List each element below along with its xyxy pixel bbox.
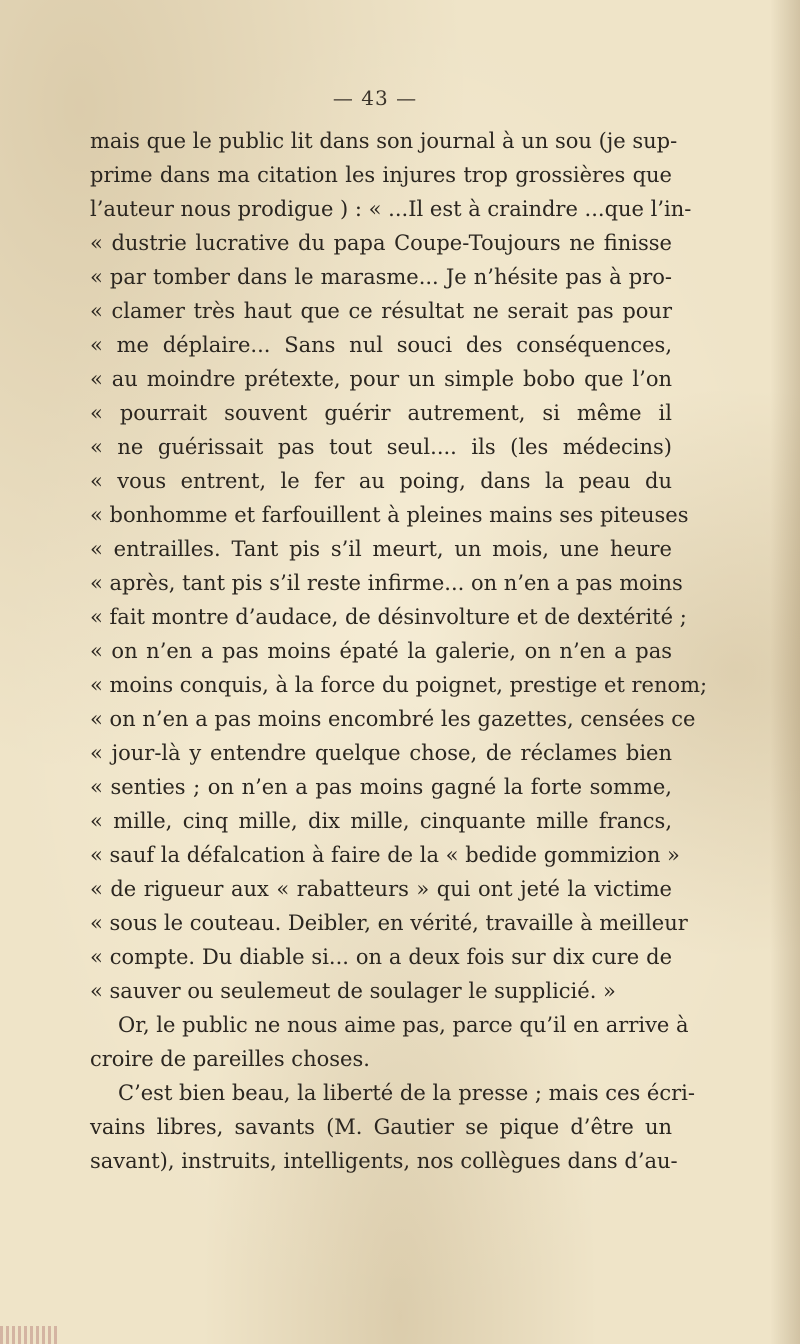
text-line: « vous entrent, le fer au poing, dans la peau du — [90, 469, 672, 493]
text-line: « on n’en a pas moins encombré les gazettes, censées ce — [90, 707, 696, 731]
text-line: « on n’en a pas moins épaté la galerie, on n’en a pas — [90, 639, 672, 663]
text-line: « entrailles. Tant pis s’il meurt, un mois, une heure — [90, 537, 672, 561]
text-line: « de rigueur aux « rabatteurs » qui ont jeté la victime — [90, 877, 672, 901]
text-line: C’est bien beau, la liberté de la presse ; mais ces écri- — [118, 1081, 695, 1105]
text-line: « sous le couteau. Deibler, en vérité, travaille à meilleur — [90, 911, 688, 935]
text-line: « senties ; on n’en a pas moins gagné la forte somme, — [90, 775, 672, 799]
text-line: « compte. Du diable si... on a deux fois sur dix cure de — [90, 945, 672, 969]
page-number: — 43 — — [332, 86, 418, 110]
text-line: « par tomber dans le marasme... Je n’hésite pas à pro- — [90, 265, 672, 289]
text-line: savant), instruits, intelligents, nos collègues dans d’au- — [90, 1149, 678, 1173]
text-line: « sauver ou seulemeut de soulager le supplicié. » — [90, 979, 616, 1003]
text-line: « me déplaire... Sans nul souci des conséquences, — [90, 333, 672, 357]
text-line: « fait montre d’audace, de désinvolture et de dextérité ; — [90, 605, 687, 629]
text-line: Or, le public ne nous aime pas, parce qu’il en arrive à — [118, 1013, 689, 1037]
text-line: « pourrait souvent guérir autrement, si même il — [90, 401, 672, 425]
scan-edge-strip — [0, 1326, 60, 1344]
body-text — [90, 124, 708, 1178]
text-line: « jour-là y entendre quelque chose, de réclames bien — [90, 741, 672, 765]
text-line: croire de pareilles choses. — [90, 1047, 370, 1071]
page-edge-shadow — [770, 0, 800, 1344]
text-line: l’auteur nous prodigue ) : « ...Il est à craindre ...que l’in- — [90, 197, 692, 221]
text-line: « au moindre prétexte, pour un simple bobo que l’on — [90, 367, 672, 391]
text-line: « mille, cinq mille, dix mille, cinquante mille francs, — [90, 809, 672, 833]
text-line: « bonhomme et farfouillent à pleines mains ses piteuses — [90, 503, 689, 527]
text-line: « ne guérissait pas tout seul.... ils (les médecins) — [90, 435, 672, 459]
text-line: mais que le public lit dans son journal à un sou (je sup- — [90, 129, 678, 153]
text-line: « après, tant pis s’il reste infirme... on n’en a pas moins — [90, 571, 683, 595]
text-line: « sauf la défalcation à faire de la « bedide gommizion » — [90, 843, 680, 867]
text-line: « moins conquis, à la force du poignet, prestige et renom; — [90, 673, 708, 697]
text-line: « dustrie lucrative du papa Coupe-Toujours ne finisse — [90, 231, 672, 255]
text-line: prime dans ma citation les injures trop grossières que — [90, 163, 672, 187]
text-line: vains libres, savants (M. Gautier se pique d’être un — [90, 1115, 672, 1139]
text-line: « clamer très haut que ce résultat ne serait pas pour — [90, 299, 672, 323]
